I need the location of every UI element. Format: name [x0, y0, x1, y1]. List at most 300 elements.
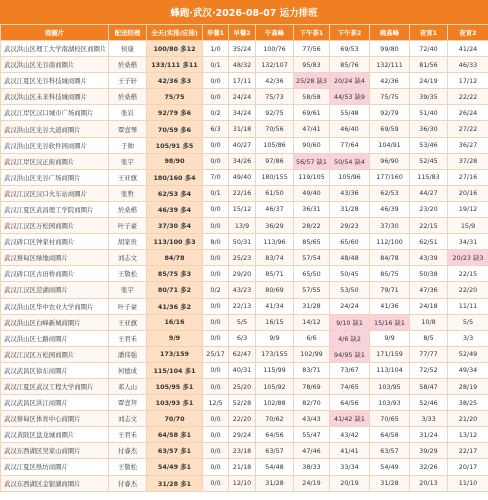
afternoon-tea1-cell: 56/57 缺1: [294, 153, 330, 169]
late-night2-cell: 13/12: [448, 427, 488, 443]
afternoon-tea1-cell: 78/69: [294, 378, 330, 394]
column-header[interactable]: 下午茶1: [294, 25, 330, 41]
breakfast2-cell: 49/40: [229, 169, 256, 185]
manager-cell: 王亚旗: [109, 314, 147, 330]
area-name-cell: 武汉江汉区万松园商圈片: [1, 346, 109, 362]
manager-cell: 张宇: [109, 282, 147, 298]
late-night2-cell: 21/20: [448, 411, 488, 427]
manager-cell: 覃壹拜: [109, 395, 147, 411]
dinner-peak-cell: 112/100: [370, 234, 410, 250]
breakfast2-cell: 52/28: [229, 395, 256, 411]
late-night1-cell: 36/30: [410, 121, 448, 137]
table-body: [1, 41, 488, 492]
afternoon-tea1-cell: 83/71: [294, 362, 330, 378]
full-day-cell: 64/58 多1: [147, 427, 203, 443]
breakfast2-cell: 25/23: [229, 250, 256, 266]
late-night1-cell: 52/45: [410, 153, 448, 169]
area-name-cell: 武汉江夏区光谷科技城商圈片: [1, 73, 109, 89]
afternoon-tea2-cell: 94/95 缺1: [330, 346, 370, 362]
area-name-cell: 武汉东西湖区吴家山商圈片: [1, 443, 109, 459]
manager-cell: 叶子豪: [109, 218, 147, 234]
late-night1-cell: 24/18: [410, 298, 448, 314]
breakfast2-cell: 29/24: [229, 427, 256, 443]
afternoon-tea1-cell: 47/46: [294, 443, 330, 459]
manager-cell: 王敬松: [109, 459, 147, 475]
afternoon-tea2-cell: 24/24: [330, 298, 370, 314]
lunch-peak-cell: 83/74: [256, 250, 294, 266]
afternoon-tea1-cell: 24/19: [294, 475, 330, 491]
late-night1-cell: 50/38: [410, 266, 448, 282]
late-night2-cell: 22/22: [448, 89, 488, 105]
afternoon-tea2-cell: 69/53: [330, 41, 370, 57]
breakfast1-cell: 0/0: [203, 362, 229, 378]
afternoon-tea2-cell: 44/53 缺9: [330, 89, 370, 105]
late-night2-cell: 22/20: [448, 282, 488, 298]
breakfast2-cell: 40/27: [229, 137, 256, 153]
late-night2-cell: 46/33: [448, 57, 488, 73]
late-night2-cell: 22/17: [448, 443, 488, 459]
breakfast2-cell: 35/24: [229, 41, 256, 57]
breakfast2-cell: 22/20: [229, 411, 256, 427]
area-name-cell: 武汉洪山区光谷大道商圈片: [1, 121, 109, 137]
late-night1-cell: 8/5: [410, 330, 448, 346]
full-day-cell: 70/59 多6: [147, 121, 203, 137]
lunch-peak-cell: 97/86: [256, 153, 294, 169]
area-name-cell: 武汉江夏区武汉工程大学商圈片: [1, 378, 109, 394]
breakfast2-cell: 34/26: [229, 153, 256, 169]
afternoon-tea1-cell: 69/61: [294, 105, 330, 121]
afternoon-tea1-cell: 36/31: [294, 201, 330, 217]
late-night1-cell: 72/52: [410, 362, 448, 378]
table-row[interactable]: [1, 105, 488, 121]
late-night2-cell: 5/5: [448, 314, 488, 330]
column-header[interactable]: 全天(实排/应排): [147, 25, 203, 41]
lunch-peak-cell: 102/88: [256, 395, 294, 411]
area-name-cell: 武汉蔡甸区绿地商圈片: [1, 250, 109, 266]
late-night1-cell: 23/20: [410, 201, 448, 217]
dinner-peak-cell: 42/36: [370, 73, 410, 89]
breakfast2-cell: 31/18: [229, 121, 256, 137]
late-night2-cell: 3/3: [448, 330, 488, 346]
table-row[interactable]: [1, 266, 488, 282]
late-night2-cell: 28/19: [448, 378, 488, 394]
column-header[interactable]: 夜宵1: [410, 25, 448, 41]
manager-cell: 潘伟强: [109, 346, 147, 362]
table-row[interactable]: [1, 395, 488, 411]
table-row[interactable]: [1, 218, 488, 234]
afternoon-tea2-cell: 20/19: [330, 475, 370, 491]
afternoon-tea2-cell: 43/36: [330, 185, 370, 201]
late-night2-cell: 15/9: [448, 218, 488, 234]
afternoon-tea1-cell: 58/58: [294, 89, 330, 105]
full-day-cell: 103/93 多1: [147, 395, 203, 411]
late-night2-cell: 49/34: [448, 362, 488, 378]
table-row[interactable]: [1, 250, 488, 266]
table-header-row: [1, 25, 488, 41]
afternoon-tea1-cell: 77/56: [294, 41, 330, 57]
lunch-peak-cell: 9/9: [256, 330, 294, 346]
afternoon-tea2-cell: 48/48: [330, 250, 370, 266]
lunch-peak-cell: 42/36: [256, 73, 294, 89]
afternoon-tea1-cell: 14/12: [294, 314, 330, 330]
afternoon-tea1-cell: 82/70: [294, 395, 330, 411]
lunch-peak-cell: 115/99: [256, 362, 294, 378]
area-name-cell: 武汉蔡甸区体育中心商圈片: [1, 411, 109, 427]
full-day-cell: 173/159: [147, 346, 203, 362]
column-header[interactable]: 晚高峰: [370, 25, 410, 41]
area-name-cell: 武汉江岸区汉正街商圈片: [1, 153, 109, 169]
afternoon-tea2-cell: 77/64: [330, 137, 370, 153]
afternoon-tea2-cell: 9/10 缺1: [330, 314, 370, 330]
breakfast2-cell: 15/12: [229, 201, 256, 217]
afternoon-tea2-cell: 74/65: [330, 378, 370, 394]
afternoon-tea2-cell: 43/42: [330, 427, 370, 443]
lunch-peak-cell: 132/107: [256, 57, 294, 73]
area-name-cell: 武汉江汉区范湖商圈片: [1, 282, 109, 298]
breakfast1-cell: 0/0: [203, 250, 229, 266]
afternoon-tea1-cell: 38/33: [294, 459, 330, 475]
breakfast2-cell: 34/24: [229, 105, 256, 121]
late-night1-cell: 39/29: [410, 443, 448, 459]
area-name-cell: 武汉洪山区七路商圈片: [1, 330, 109, 346]
column-header[interactable]: 配送经理: [109, 25, 147, 41]
full-day-cell: 16/16: [147, 314, 203, 330]
dinner-peak-cell: 177/160: [370, 169, 410, 185]
table-row[interactable]: [1, 411, 488, 427]
table-row[interactable]: [1, 137, 488, 153]
table-row[interactable]: [1, 153, 488, 169]
breakfast1-cell: 0/0: [203, 218, 229, 234]
late-night2-cell: 22/15: [448, 266, 488, 282]
manager-cell: 於桑楷: [109, 89, 147, 105]
breakfast1-cell: 0/0: [203, 89, 229, 105]
afternoon-tea1-cell: 43/43: [294, 411, 330, 427]
column-header[interactable]: 午高峰: [256, 25, 294, 41]
column-header[interactable]: 早餐1: [203, 25, 229, 41]
dinner-peak-cell: 132/111: [370, 57, 410, 73]
full-day-cell: 84/78: [147, 250, 203, 266]
late-night2-cell: 20/17: [448, 459, 488, 475]
breakfast1-cell: 0/0: [203, 266, 229, 282]
table-row[interactable]: [1, 378, 488, 394]
breakfast1-cell: 0/0: [203, 459, 229, 475]
full-day-cell: 133/111 多11: [147, 57, 203, 73]
full-day-cell: 46/39 多4: [147, 201, 203, 217]
breakfast2-cell: 50/31: [229, 234, 256, 250]
dinner-peak-cell: 69/59: [370, 121, 410, 137]
area-name-cell: 武汉江汉区汉口火车站商圈片: [1, 185, 109, 201]
breakfast2-cell: 21/18: [229, 459, 256, 475]
breakfast2-cell: 5/5: [229, 314, 256, 330]
breakfast1-cell: 0/0: [203, 298, 229, 314]
lunch-peak-cell: 92/75: [256, 105, 294, 121]
full-day-cell: 42/36 多3: [147, 73, 203, 89]
area-name-cell: 武汉武昌区洪江商圈片: [1, 395, 109, 411]
afternoon-tea1-cell: 28/22: [294, 218, 330, 234]
manager-cell: 王君禾: [109, 427, 147, 443]
late-night2-cell: 36/27: [448, 137, 488, 153]
lunch-peak-cell: 16/15: [256, 314, 294, 330]
full-day-cell: 31/28 多1: [147, 475, 203, 491]
table-row[interactable]: [1, 89, 488, 105]
lunch-peak-cell: 54/48: [256, 459, 294, 475]
late-night2-cell: 41/24: [448, 41, 488, 57]
late-night1-cell: 10/8: [410, 314, 448, 330]
table-row[interactable]: [1, 282, 488, 298]
full-day-cell: 80/71 多2: [147, 282, 203, 298]
dinner-peak-cell: 103/93: [370, 395, 410, 411]
afternoon-tea1-cell: 25/28 缺3: [294, 73, 330, 89]
late-night2-cell: 19/12: [448, 201, 488, 217]
afternoon-tea2-cell: 50/54 缺4: [330, 153, 370, 169]
lunch-peak-cell: 75/73: [256, 89, 294, 105]
afternoon-tea2-cell: 85/76: [330, 57, 370, 73]
full-day-cell: 85/75 多3: [147, 266, 203, 282]
table-row[interactable]: [1, 330, 488, 346]
column-header[interactable]: 下午茶2: [330, 25, 370, 41]
late-night1-cell: 3/33: [410, 411, 448, 427]
breakfast1-cell: 12/5: [203, 395, 229, 411]
manager-cell: 覃壹琴: [109, 121, 147, 137]
late-night2-cell: 11/11: [448, 298, 488, 314]
breakfast1-cell: 0/0: [203, 153, 229, 169]
manager-cell: 於桑楷: [109, 57, 147, 73]
area-name-cell: 武汉洪山区理工大学南湖校区商圈片: [1, 41, 109, 57]
area-name-cell: 武汉江岸区汉口城市广场商圈片: [1, 105, 109, 121]
lunch-peak-cell: 180/155: [256, 169, 294, 185]
late-night1-cell: 81/56: [410, 57, 448, 73]
table-row[interactable]: [1, 459, 488, 475]
manager-cell: 何德成: [109, 362, 147, 378]
dinner-peak-cell: 37/30: [370, 218, 410, 234]
full-day-cell: 9/9: [147, 330, 203, 346]
breakfast1-cell: 0/0: [203, 378, 229, 394]
afternoon-tea2-cell: 41/42 缺1: [330, 411, 370, 427]
table-row[interactable]: [1, 57, 488, 73]
area-name-cell: 武汉硚口区钟家村商圈片: [1, 234, 109, 250]
dinner-peak-cell: 62/53: [370, 185, 410, 201]
dinner-peak-cell: 104/91: [370, 137, 410, 153]
breakfast2-cell: 48/32: [229, 57, 256, 73]
table-row[interactable]: [1, 443, 488, 459]
breakfast2-cell: 23/18: [229, 443, 256, 459]
full-day-cell: 100/80 多12: [147, 41, 203, 57]
manager-cell: 王子轩: [109, 73, 147, 89]
manager-cell: 王君禾: [109, 330, 147, 346]
afternoon-tea2-cell: 53/50: [330, 282, 370, 298]
manager-cell: 王亚旗: [109, 169, 147, 185]
afternoon-tea1-cell: 65/50: [294, 266, 330, 282]
dinner-peak-cell: 75/75: [370, 89, 410, 105]
late-night1-cell: 20/13: [410, 475, 448, 491]
full-day-cell: 115/104 多1: [147, 362, 203, 378]
breakfast2-cell: 43/23: [229, 282, 256, 298]
afternoon-tea1-cell: 6/6: [294, 330, 330, 346]
late-night2-cell: 20/23 缺3: [448, 250, 488, 266]
manager-cell: 刘志文: [109, 411, 147, 427]
late-night1-cell: 62/51: [410, 234, 448, 250]
full-day-cell: 37/30 多4: [147, 218, 203, 234]
area-name-cell: 武汉洪山区光谷广场商圈片: [1, 169, 109, 185]
afternoon-tea1-cell: 47/41: [294, 121, 330, 137]
afternoon-tea2-cell: 73/67: [330, 362, 370, 378]
afternoon-tea2-cell: 31/28: [330, 201, 370, 217]
late-night2-cell: 38/25: [448, 395, 488, 411]
table-row[interactable]: [1, 169, 488, 185]
schedule-table: [0, 24, 488, 492]
breakfast2-cell: 25/20: [229, 378, 256, 394]
table-row[interactable]: [1, 298, 488, 314]
lunch-peak-cell: 36/29: [256, 218, 294, 234]
dinner-peak-cell: 84/78: [370, 250, 410, 266]
afternoon-tea1-cell: 95/83: [294, 57, 330, 73]
table-row[interactable]: [1, 475, 488, 491]
dinner-peak-cell: 70/65: [370, 411, 410, 427]
table-row[interactable]: [1, 121, 488, 137]
breakfast1-cell: 0/2: [203, 282, 229, 298]
manager-cell: 於桑楷: [109, 201, 147, 217]
full-day-cell: 105/95 多1: [147, 378, 203, 394]
late-night1-cell: 53/46: [410, 137, 448, 153]
area-name-cell: 武汉江夏区纸坊商圈片: [1, 459, 109, 475]
dinner-peak-cell: 99/80: [370, 41, 410, 57]
manager-cell: 叶子豪: [109, 298, 147, 314]
breakfast1-cell: 0/1: [203, 185, 229, 201]
area-name-cell: 武汉江汉区万松园商圈片: [1, 218, 109, 234]
late-night2-cell: 17/12: [448, 73, 488, 89]
lunch-peak-cell: 173/155: [256, 346, 294, 362]
manager-cell: 张岩: [109, 105, 147, 121]
dinner-peak-cell: 63/57: [370, 443, 410, 459]
dinner-peak-cell: 113/104: [370, 362, 410, 378]
manager-cell: 于帅: [109, 137, 147, 153]
late-night1-cell: 58/47: [410, 378, 448, 394]
table-row[interactable]: [1, 362, 488, 378]
dinner-peak-cell: 54/49: [370, 459, 410, 475]
afternoon-tea2-cell: 41/41: [330, 443, 370, 459]
table-row[interactable]: [1, 234, 488, 250]
afternoon-tea2-cell: 55/48: [330, 105, 370, 121]
afternoon-tea2-cell: 65/60: [330, 234, 370, 250]
table-row[interactable]: [1, 427, 488, 443]
lunch-peak-cell: 46/37: [256, 201, 294, 217]
afternoon-tea1-cell: 57/55: [294, 282, 330, 298]
breakfast2-cell: 22/13: [229, 298, 256, 314]
full-day-cell: 92/79 多6: [147, 105, 203, 121]
late-night1-cell: 39/35: [410, 89, 448, 105]
breakfast2-cell: 29/20: [229, 266, 256, 282]
afternoon-tea2-cell: 105/96: [330, 169, 370, 185]
breakfast2-cell: 6/3: [229, 330, 256, 346]
full-day-cell: 113/100 多3: [147, 234, 203, 250]
dinner-peak-cell: 41/36: [370, 298, 410, 314]
lunch-peak-cell: 63/57: [256, 443, 294, 459]
breakfast1-cell: 0/0: [203, 330, 229, 346]
afternoon-tea2-cell: 4/6 缺2: [330, 330, 370, 346]
table-row[interactable]: [1, 346, 488, 362]
late-night2-cell: 37/28: [448, 153, 488, 169]
area-name-cell: 武汉洪山区白峰新城商圈片: [1, 314, 109, 330]
area-name-cell: 武汉硚口区古田桥商圈片: [1, 266, 109, 282]
late-night2-cell: 34/31: [448, 234, 488, 250]
late-night1-cell: 44/27: [410, 185, 448, 201]
late-night1-cell: 72/40: [410, 41, 448, 57]
late-night1-cell: 51/40: [410, 105, 448, 121]
manager-cell: 付睿杰: [109, 443, 147, 459]
late-night1-cell: 31/24: [410, 427, 448, 443]
full-day-cell: 98/90: [147, 153, 203, 169]
column-header[interactable]: 早餐2: [229, 25, 256, 41]
lunch-peak-cell: 80/69: [256, 282, 294, 298]
table-row[interactable]: [1, 73, 488, 89]
manager-cell: 胡家贵: [109, 234, 147, 250]
dinner-peak-cell: 64/58: [370, 427, 410, 443]
dinner-peak-cell: 31/28: [370, 475, 410, 491]
afternoon-tea1-cell: 102/99: [294, 346, 330, 362]
late-night2-cell: 26/24: [448, 105, 488, 121]
lunch-peak-cell: 41/34: [256, 298, 294, 314]
dinner-peak-cell: 46/39: [370, 201, 410, 217]
table-row[interactable]: [1, 201, 488, 217]
dinner-peak-cell: 79/71: [370, 282, 410, 298]
table-row[interactable]: [1, 41, 488, 57]
manager-cell: 侯康: [109, 41, 147, 57]
dinner-peak-cell: 96/90: [370, 153, 410, 169]
lunch-peak-cell: 100/76: [256, 41, 294, 57]
dinner-peak-cell: 85/75: [370, 266, 410, 282]
afternoon-tea1-cell: 85/65: [294, 234, 330, 250]
full-day-cell: 62/53 多4: [147, 185, 203, 201]
late-night1-cell: 115/83: [410, 169, 448, 185]
area-name-cell: 武汉黄陂区盘龙城商圈片: [1, 427, 109, 443]
page-title: 蜂跑·武汉·2026-08-07 运力排班: [0, 0, 488, 24]
area-name-cell: 武汉洪山区光谷南商圈片: [1, 57, 109, 73]
area-name-cell: 武汉洪山区光谷软件园商圈片: [1, 137, 109, 153]
area-name-cell: 武汉东西湖区金银湖商圈片: [1, 475, 109, 491]
dinner-peak-cell: 171/159: [370, 346, 410, 362]
afternoon-tea2-cell: 64/56: [330, 395, 370, 411]
late-night2-cell: 52/49: [448, 346, 488, 362]
manager-cell: 刘志文: [109, 250, 147, 266]
breakfast1-cell: 0/0: [203, 475, 229, 491]
manager-cell: 付睿杰: [109, 475, 147, 491]
area-name-cell: 武汉洪山区华中农业大学商圈片: [1, 298, 109, 314]
late-night2-cell: 11/10: [448, 475, 488, 491]
breakfast2-cell: 22/16: [229, 185, 256, 201]
late-night1-cell: 77/77: [410, 346, 448, 362]
breakfast1-cell: 25/17: [203, 346, 229, 362]
breakfast1-cell: 0/0: [203, 73, 229, 89]
column-header[interactable]: 商圈片: [1, 25, 109, 41]
full-day-cell: 180/160 多4: [147, 169, 203, 185]
breakfast1-cell: 0/0: [203, 314, 229, 330]
manager-cell: 王敬松: [109, 266, 147, 282]
afternoon-tea1-cell: 57/54: [294, 250, 330, 266]
afternoon-tea1-cell: 119/105: [294, 169, 330, 185]
full-day-cell: 41/36 多2: [147, 298, 203, 314]
breakfast1-cell: 0/0: [203, 427, 229, 443]
full-day-cell: 75/75: [147, 89, 203, 105]
breakfast2-cell: 40/31: [229, 362, 256, 378]
table-row[interactable]: [1, 185, 488, 201]
breakfast1-cell: 1/0: [203, 41, 229, 57]
manager-cell: 张哲: [109, 185, 147, 201]
afternoon-tea1-cell: 55/47: [294, 427, 330, 443]
column-header[interactable]: 夜宵2: [448, 25, 488, 41]
table-row[interactable]: [1, 314, 488, 330]
breakfast1-cell: 0/0: [203, 443, 229, 459]
manager-cell: 张宇: [109, 153, 147, 169]
